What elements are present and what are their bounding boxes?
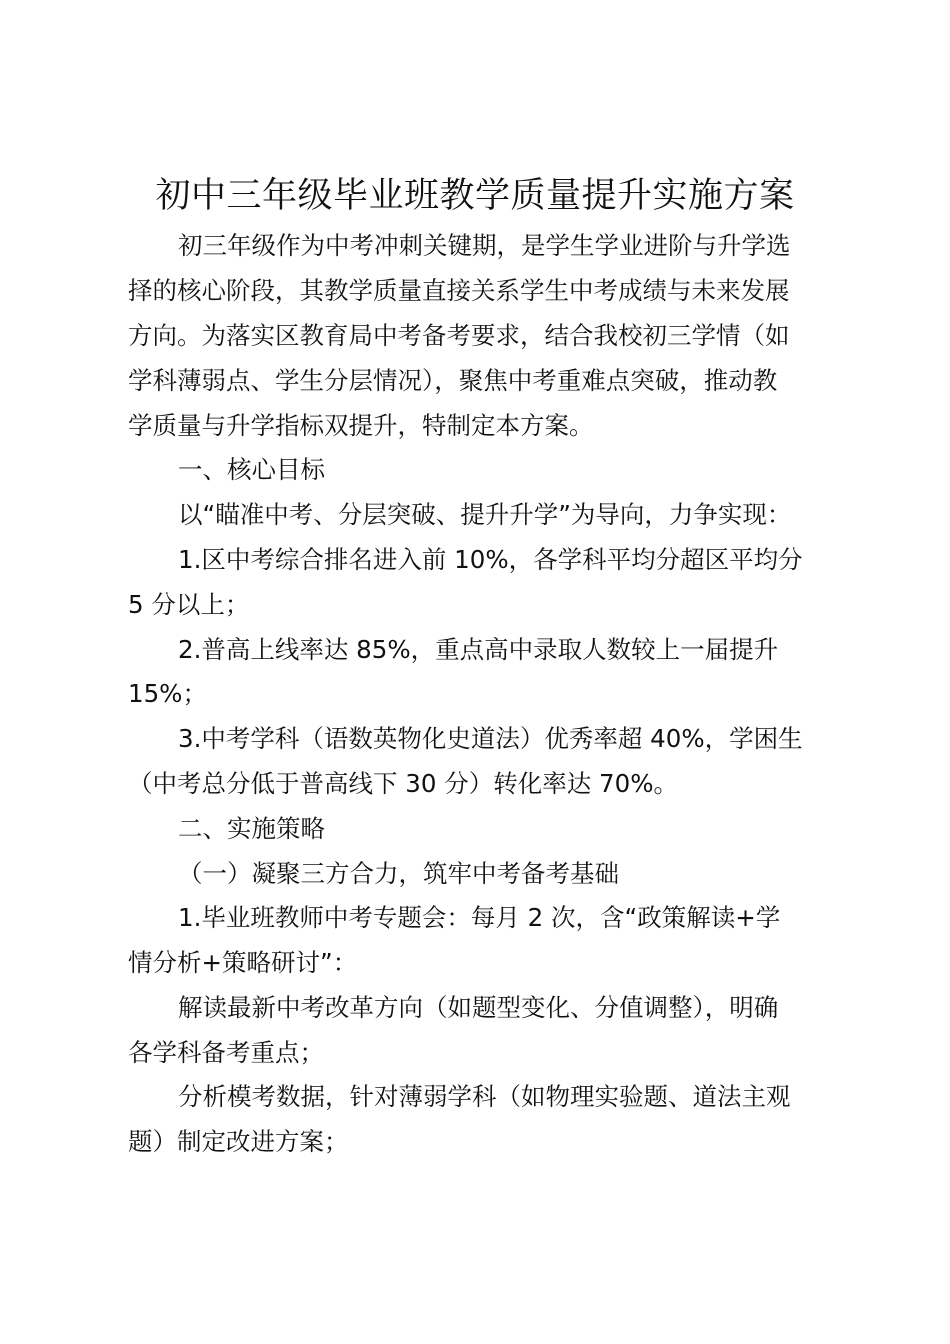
body-line: 各学科备考重点； [128,1038,324,1067]
subsection-heading: （一）凝聚三方合力，筑牢中考备考基础 [178,859,619,888]
list-item: 2.普高上线率达 85%，重点高中录取人数较上一届提升 [178,635,779,664]
list-item-continuation: 5 分以上； [128,590,250,619]
list-item-continuation: 情分析+策略研讨”： [128,948,358,977]
list-item-continuation: （中考总分低于普高线下 30 分）转化率达 70%。 [128,769,678,798]
body-line: 解读最新中考改革方向（如题型变化、分值调整），明确 [178,993,779,1022]
body-line: 题）制定改进方案； [128,1127,349,1156]
body-line: 初三年级作为中考冲刺关键期，是学生学业进阶与升学选 [178,231,791,260]
body-line: 以“瞄准中考、分层突破、提升升学”为导向，力争实现： [178,500,792,529]
list-item: 1.区中考综合排名进入前 10%，各学科平均分超区平均分 [178,545,803,574]
list-item: 1.毕业班教师中考专题会：每月 2 次，含“政策解读+学 [178,903,781,932]
body-line: 分析模考数据，针对薄弱学科（如物理实验题、道法主观 [178,1082,791,1111]
list-item: 3.中考学科（语数英物化史道法）优秀率超 40%，学困生 [178,724,803,753]
body-line: 学质量与升学指标双提升，特制定本方案。 [128,411,594,440]
section-heading: 二、实施策略 [178,814,325,843]
body-line: 择的核心阶段，其教学质量直接关系学生中考成绩与未来发展 [128,276,790,305]
document-title: 初中三年级毕业班教学质量提升实施方案 [155,176,795,216]
list-item-continuation: 15%； [128,679,207,708]
section-heading: 一、核心目标 [178,455,325,484]
body-line: 方向。为落实区教育局中考备考要求，结合我校初三学情（如 [128,321,790,350]
body-line: 学科薄弱点、学生分层情况），聚焦中考重难点突破，推动教 [128,366,778,395]
